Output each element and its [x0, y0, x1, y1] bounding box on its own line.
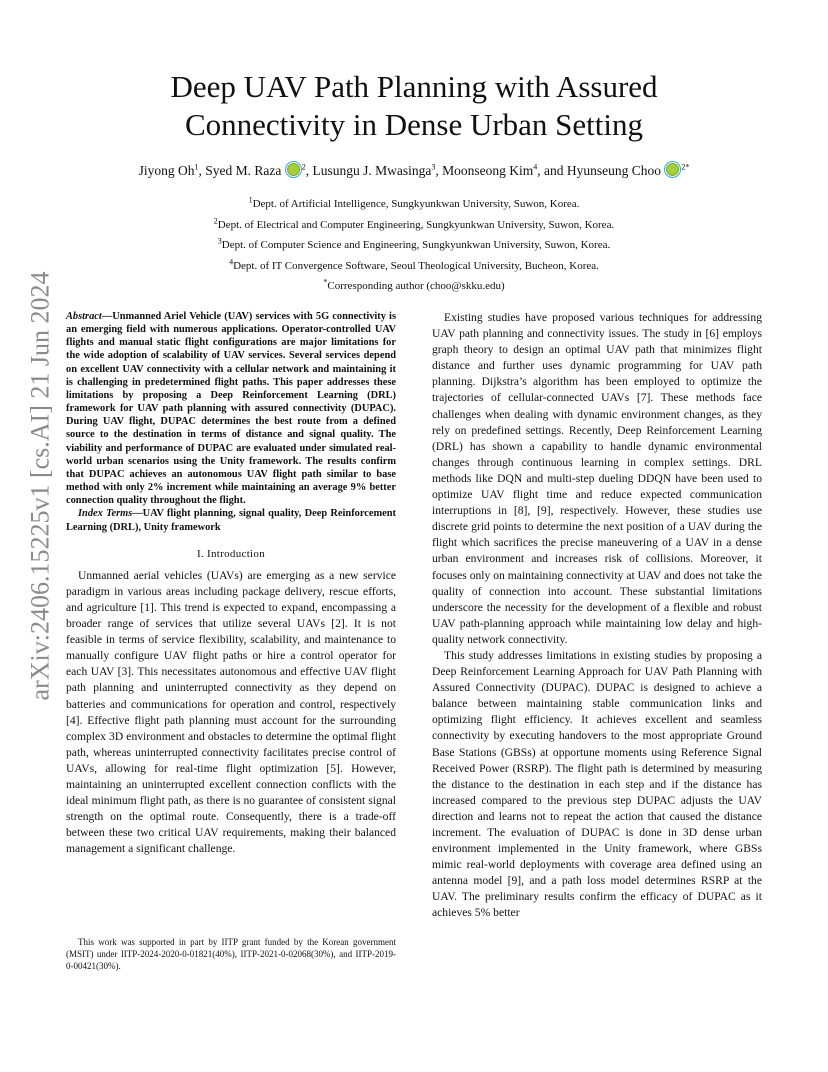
affiliation-text: Dept. of IT Convergence Software, Seoul Theological University, Bucheon, Korea. [233, 259, 599, 272]
affiliation-list [120, 194, 708, 297]
related-work-paragraph: Existing studies have proposed various techniques for addressing UAV path planning and connectivity issues. The study in [6] employs graph theory to design an optimal UAV path that minimizes flight distance and further uses dynamic programming for UAV path planning. Dijkstra’s algorithm has been employed to optimize the trajectories of cellular-connected UAVs [7]. These methods face challenges when dealing with dynamic environment changes, as they rely on predefined settings. Recently, Deep Reinforcement Learning (DRL) has shown a capability to handle dynamic environmental changes through continuous learning in complex settings. DRL methods like DQN and multi-step dueling DDQN have been used to optimize UAV flight time and reduce expected communication interruptions in [8], [9], respectively. However, these studies use discrete grid points to determine the next position of a UAV during the flight which sacrifices the precise maneuvering of a UAV in a dense urban environment and increases risk of collisions. Moreover, it focuses only on maintaining connectivity at UAV and does not take the quality of connection into account. These substantial limitations underscore the necessity for the development of a flexible and robust UAV path-planning approach while maintaining low delay and high-quality network connectivity. [432, 311, 762, 646]
affiliation-text: Dept. of Computer Science and Engineering, Sungkyunkwan University, Suwon, Korea. [221, 239, 611, 251]
author-affil-mark: 4 [533, 162, 538, 172]
abstract-label: Abstract [66, 311, 102, 322]
author-name: Syed M. Raza [205, 163, 282, 178]
author-affil-mark: 2 [301, 162, 306, 172]
affiliation-mark: 3 [217, 236, 222, 246]
author-name: Jiyong Oh [138, 163, 195, 178]
section-heading: I. Introduction [196, 547, 266, 560]
right-column [432, 310, 762, 922]
intro-paragraph: Unmanned aerial vehicles (UAVs) are emerging as a new service paradigm in various areas including package delivery, rescue efforts, and agriculture [1]. This trend is expected to expand, encompassing a broader range of services that utilize several UAVs [2]. It is not feasible in terms of service flexibility, scalability, and maintenance to manually configure UAV flight paths or hire a control operator for each UAV [3]. This necessitates autonomous and effective UAV flight path planning and uninterrupted connectivity as they depend on batteries and communications for operation and control, respectively [4]. Effective flight path planning must account for the surrounding complex 3D environment and obstacles to determine the optimal flight path, whereas uninterrupted connectivity facilitates precise control of UAVs, allowing for real-time flight optimization [5]. However, maintaining an uninterrupted excellent connection conflicts with the ideal minimum flight path, as there is no guarantee of consistent signal strength on the optimal route. Consequently, there is a trade-off between these two critical UAV requirements, making their balanced management a significant challenge. [66, 568, 396, 856]
contribution-paragraph: This study addresses limitations in existing studies by proposing a Deep Reinforcement Learning Approach for UAV Path Planning with Assured Connectivity (DUPAC). DUPAC is designed to achieve a balance between maintaining stable communication links and optimizing flight efficiency. It achieves excellent and seamless connectivity by executing handovers to the most appropriate Ground Base Stations (GBSs) at opportune moments using Reference Signal Received Power (RSRP). The flight path is determined by measuring the distance to the destination in each step and if the distance has increased compared to the previous step DUPAC adjusts the UAV direction and learns not to repeat the action that caused the distance increment. The evaluation of DUPAC is done in 3D dense urban environment implemented in the Unity framework, where GBSs mimic real-world deployments with coverage area defined using an antenna model [9], and a path loss model determines RSRP at the UAV. The preliminary results confirm the efficacy of DUPAC as it achieves 5% better [432, 648, 762, 920]
author-name: Hyunseung Choo [566, 163, 661, 178]
affiliation-line [120, 194, 708, 215]
author-name: Lusungu J. Mwasinga [312, 163, 432, 178]
index-terms-text: —UAV flight planning, signal quality, Deep Reinforcement Learning (DRL), Unity framework [66, 508, 396, 533]
affiliation-line [120, 256, 708, 277]
affiliation-mark: 4 [229, 256, 234, 266]
orcid-icon[interactable] [287, 163, 300, 176]
affiliation-line [120, 276, 708, 297]
affiliation-line [120, 235, 708, 256]
affiliation-text: Dept. of Artificial Intelligence, Sungkyunkwan University, Suwon, Korea. [252, 198, 580, 210]
author-affil-mark: 2* [681, 162, 690, 172]
author-affil-mark: 1 [194, 162, 199, 172]
paper-title: Deep UAV Path Planning with Assured Connectivity in Dense Urban Setting [170, 69, 658, 142]
affiliation-mark: 1 [248, 195, 253, 205]
author-list: Jiyong Oh$^1$, Syed M. Raza $^2$, Lusungu J. Mwasinga$^3$, Moonseong Kim$^4$, and Hyunseung Choo $^{2*}$ [138, 162, 690, 178]
abstract [66, 310, 396, 507]
author-name: Moonseong Kim [442, 163, 534, 178]
author-affil-mark: 3 [431, 162, 436, 172]
affiliation-mark: * [323, 277, 328, 287]
index-terms-label: Index Terms [78, 508, 133, 520]
index-terms [66, 507, 396, 533]
arxiv-identifier [22, 271, 58, 701]
affiliation-line [120, 215, 708, 236]
funding-footnote: This work was supported in part by IITP grant funded by the Korean government (MSIT) under IITP-2024-2020-0-01821(40%), IITP-2021-0-02068(30%), and IITP-2019-0-00421(30%). [66, 937, 396, 971]
abstract-text: —Unmanned Ariel Vehicle (UAV) services with 5G connectivity is an emerging field with numerous applications. Operator-controlled UAV flights and manual static flight configurations are major limitations for the wide adoption of scalability of UAV services. Several services depend on excellent UAV connectivity with a cellular network and maintaining it is challenging in predetermined flight paths. This paper addresses these limitations by proposing a Deep Reinforcement Learning (DRL) framework for UAV path planning with assured connectivity (DUPAC). During UAV flight, DUPAC determines the best route from a defined source to the destination in terms of distance and signal quality. The viability and performance of DUPAC are evaluated under simulated real-world urban scenarios using the Unity framework. The results confirm that DUPAC achieves an autonomous UAV flight path similar to base method with only 2% increment while maintaining an average 9% better connection quality throughout the flight. [66, 311, 396, 507]
affiliation-text: Dept. of Electrical and Computer Engineering, Sungkyunkwan University, Suwon, Korea. [217, 218, 615, 231]
affiliation-mark: 2 [213, 215, 218, 225]
orcid-icon[interactable] [666, 163, 679, 176]
arxiv-identifier-text: arXiv:2406.15225v1 [cs.AI] 21 Jun 2024 [25, 271, 55, 701]
affiliation-text: Corresponding author (choo@skku.edu) [327, 280, 505, 292]
left-column [66, 310, 396, 857]
